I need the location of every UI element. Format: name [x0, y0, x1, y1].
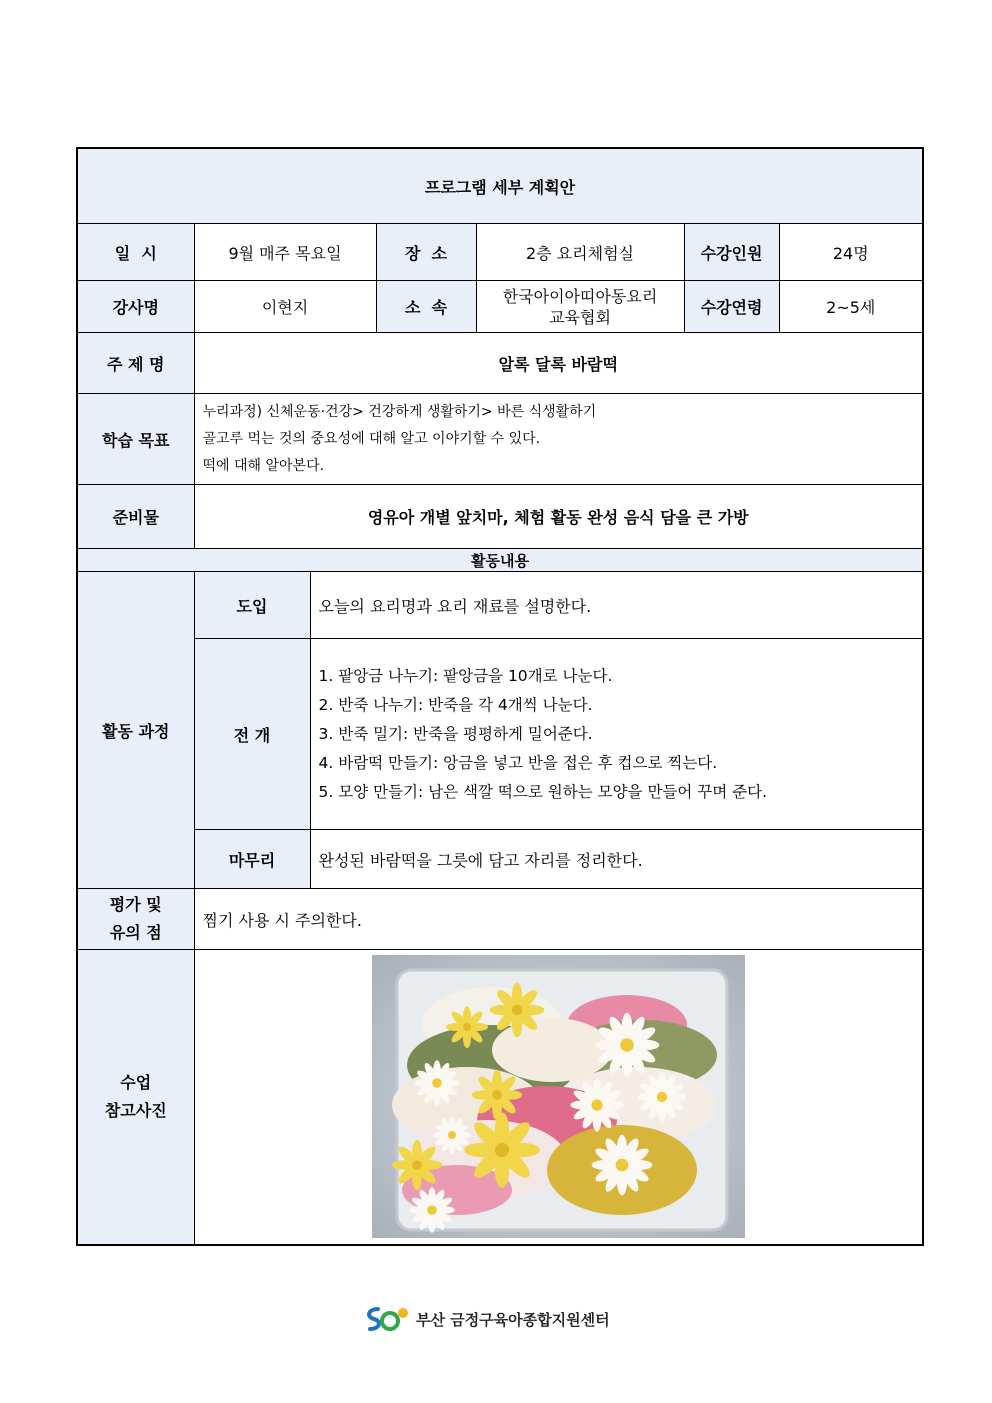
intro-value: 오늘의 요리명과 요리 재료를 설명한다. — [310, 572, 923, 639]
photo-label — [77, 950, 194, 1245]
eval-label-line-1: 평가 및 — [109, 895, 162, 914]
develop-steps-cell — [310, 639, 923, 830]
program-plan-document — [76, 147, 922, 1246]
goals-cell — [194, 394, 923, 485]
instructor-label: 강사명 — [77, 281, 194, 333]
affiliation-value — [476, 281, 684, 333]
eval-label-line-2: 유의 점 — [109, 923, 162, 942]
wrapup-value: 완성된 바람떡을 그릇에 담고 자리를 정리한다. — [310, 830, 923, 889]
document-title: 프로그램 세부 계획안 — [77, 148, 923, 224]
affiliation-line-2: 교육협회 — [549, 307, 611, 327]
process-label: 활동 과정 — [77, 572, 194, 889]
develop-step: 4. 바람떡 만들기: 앙금을 넣고 반을 접은 후 컵으로 찍는다. — [318, 753, 718, 772]
capacity-label: 수강인원 — [684, 224, 779, 281]
develop-label: 전 개 — [194, 639, 310, 830]
footer — [364, 1305, 610, 1333]
materials-label: 준비물 — [77, 485, 194, 549]
age-label: 수강연령 — [684, 281, 779, 333]
intro-label: 도입 — [194, 572, 310, 639]
capacity-value: 24명 — [779, 224, 923, 281]
develop-step: 3. 반죽 밀기: 반죽을 평평하게 밀어준다. — [318, 724, 593, 743]
goal-line: 누리과정) 신체운동·건강> 건강하게 생활하기> 바른 식생활하기 — [202, 403, 597, 420]
footer-org-name: 부산 금정구육아종합지원센터 — [416, 1310, 610, 1329]
wrapup-label: 마무리 — [194, 830, 310, 889]
affiliation-line-1: 한국아이아띠아동요리 — [502, 286, 658, 306]
activity-header: 활동내용 — [77, 549, 923, 572]
date-label: 일 시 — [77, 224, 194, 281]
plan-table — [76, 147, 924, 1246]
place-label: 장 소 — [376, 224, 476, 281]
eval-value: 찜기 사용 시 주의한다. — [194, 889, 923, 950]
subject-label: 주 제 명 — [77, 333, 194, 394]
goals-label: 학습 목표 — [77, 394, 194, 485]
photo-label-line-1: 수업 — [120, 1072, 152, 1092]
develop-step: 5. 모양 만들기: 남은 색깔 떡으로 원하는 모양을 만들어 꾸며 준다. — [318, 782, 768, 801]
affiliation-label: 소 속 — [376, 281, 476, 333]
rice-cake-photo — [372, 955, 745, 1238]
goal-line: 골고루 먹는 것의 중요성에 대해 알고 이야기할 수 있다. — [202, 430, 541, 447]
center-logo-icon — [364, 1305, 410, 1333]
materials-value: 영유아 개별 앞치마, 체험 활동 완성 음식 담을 큰 가방 — [194, 485, 923, 549]
develop-step: 2. 반죽 나누기: 반죽을 각 4개씩 나눈다. — [318, 695, 593, 714]
age-value: 2~5세 — [779, 281, 923, 333]
subject-value: 알록 달록 바람떡 — [194, 333, 923, 394]
place-value: 2층 요리체험실 — [476, 224, 684, 281]
date-value: 9월 매주 목요일 — [194, 224, 376, 281]
eval-label — [77, 889, 194, 950]
photo-label-line-2: 참고사진 — [104, 1100, 167, 1120]
goal-line: 떡에 대해 알아본다. — [202, 457, 325, 474]
develop-step: 1. 팥앙금 나누기: 팥앙금을 10개로 나눈다. — [318, 666, 613, 685]
instructor-value: 이현지 — [194, 281, 376, 333]
photo-cell — [194, 950, 923, 1245]
